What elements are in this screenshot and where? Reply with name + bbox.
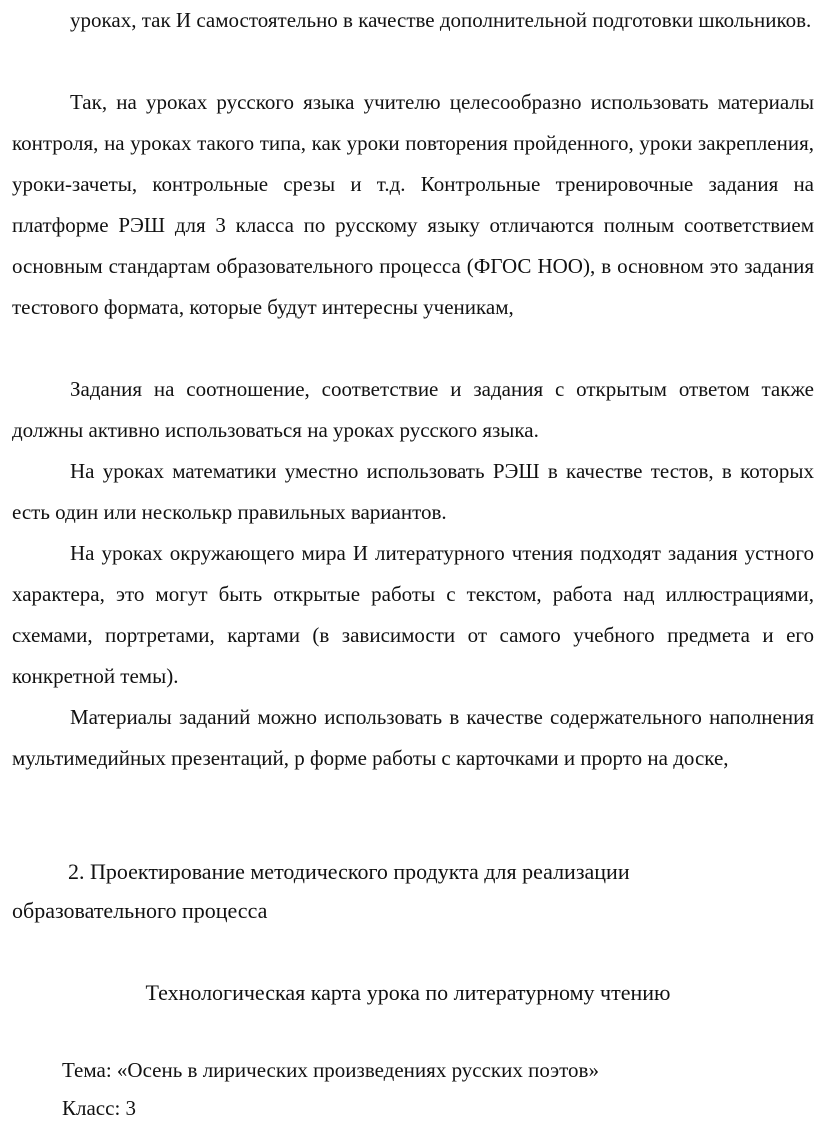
section-heading: 2. Проектирование методического продукта для реализации образовательного процесса [12, 859, 630, 923]
lesson-topic: Тема: «Осень в лирических произведениях русских поэтов» [62, 1058, 599, 1082]
paragraph-russian-language: Так, на уроках русского языка учителю целесообразно использовать материалы контроля, на уроках такого типа, как уроки повторения пройденного, уроки закрепления, уроки-зачеты, контрольные срезы и т.д. Контрольные тренировочные задания на платформе РЭШ для 3 класса по русскому языку отличаются полным соответствием основным стандартам образовательного процесса (ФГОС НОО), в основном это задания тестового формата, которые будут интересны ученикам, [12, 90, 814, 319]
paragraph-continuation: уроках, так И самостоятельно в качестве дополнительной подготовки школьников. [70, 8, 812, 32]
paragraph-world-reading: На уроках окружающего мира И литературного чтения подходят задания устного характера, это могут быть открытые работы с текстом, работа над иллюстрациями, схемами, портретами, картами (в зависимости от самого учебного предмета и его конкретной темы). [12, 541, 814, 688]
card-title: Технологическая карта урока по литературному чтению [145, 980, 671, 1005]
paragraph-math: На уроках математики уместно использовать РЭШ в качестве тестов, в которых есть один или несколькр правильных вариантов. [12, 459, 814, 524]
paragraph-materials: Материалы заданий можно использовать в качестве содержательного наполнения мультимедийных презентаций, р форме работы с карточками и прорто на доске, [12, 705, 814, 770]
paragraph-task-types: Задания на соотношение, соответствие и задания с открытым ответом также должны активно использоваться на уроках русского языка. [12, 377, 814, 442]
lesson-class: Класс: 3 [62, 1096, 137, 1120]
